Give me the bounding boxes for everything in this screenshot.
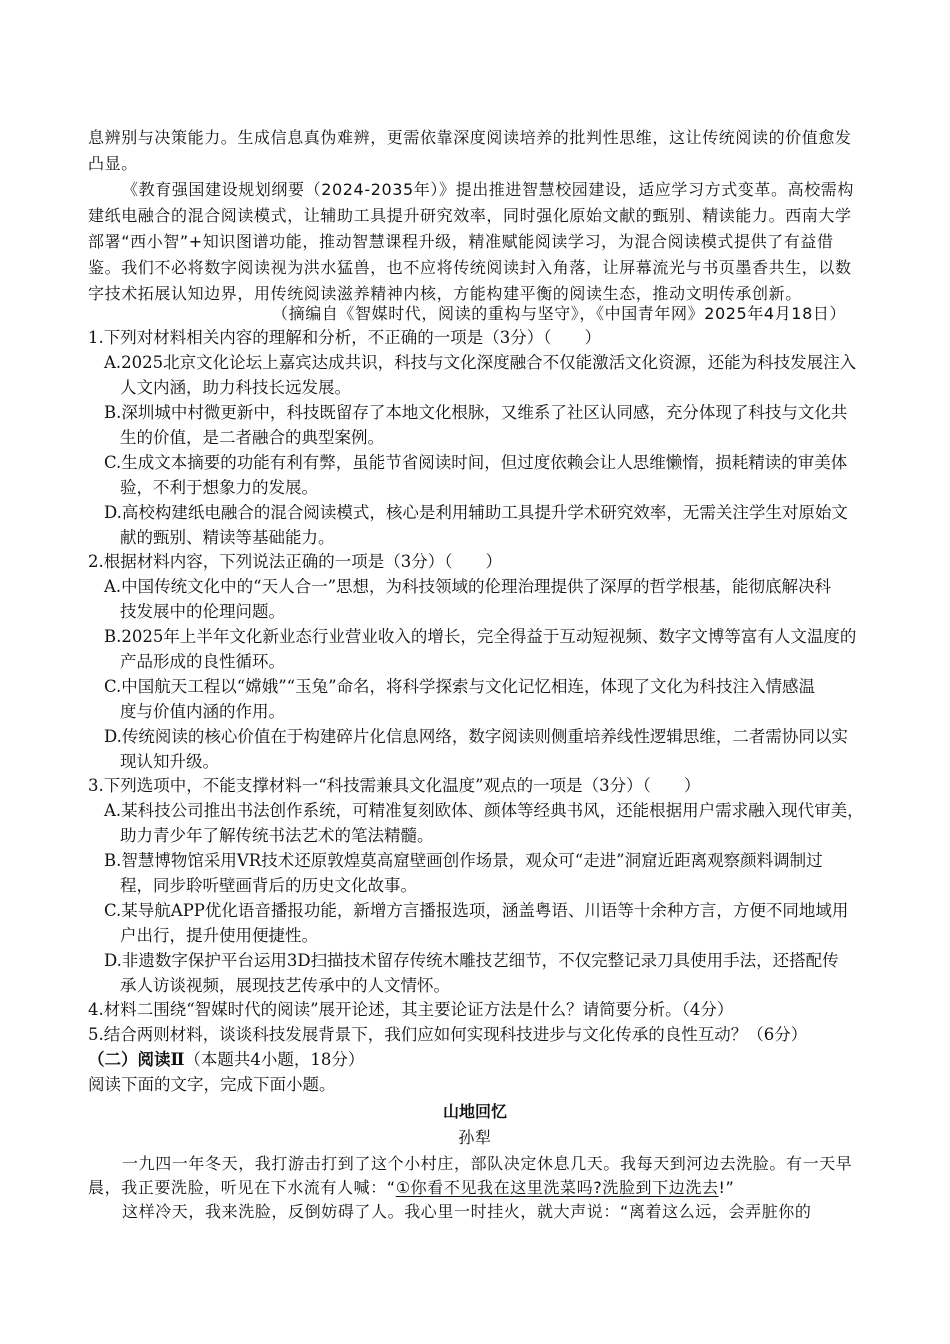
passage-line: 字技术拓展认知边界，用传统阅读滋养精神内核，方能构建平衡的阅读生态，推动文明传承创新。 xyxy=(88,284,802,303)
q2-option-b: B.2025年上半年文化新业态行业营业收入的增长，完全得益于互动短视频、数字文博等富有人文温度的 xyxy=(104,627,857,646)
passage-line: 建纸电融合的混合阅读模式，让辅助工具提升研究效率，同时强化原始文献的甄别、精读能力。西南大学 xyxy=(88,206,852,225)
q1-option-c-cont: 验，不利于想象力的发展。 xyxy=(120,478,318,497)
q1-option-a-cont: 人文内涵，助力科技长远发展。 xyxy=(120,378,351,397)
q1-option-c: C.生成文本摘要的功能有利有弊，虽能节省阅读时间，但过度依赖会让人思维懒惰，损耗精读的审美体 xyxy=(104,453,848,472)
q2-option-c-cont: 度与价值内涵的作用。 xyxy=(120,702,285,721)
q3-option-a: A.某科技公司推出书法创作系统，可精准复刻欧体、颜体等经典书风，还能根据用户需求融入现代审美， xyxy=(104,801,864,820)
q1-option-a: A.2025北京文化论坛上嘉宾达成共识，科技与文化深度融合不仅能激活文化资源，还能为科技发展注入 xyxy=(104,353,857,372)
q1-option-b-cont: 生的价值，是二者融合的典型案例。 xyxy=(120,428,384,447)
q3-option-d-cont: 承人访谈视频，展现技艺传承中的人文情怀。 xyxy=(120,976,450,995)
section-2-heading-bold: （二）阅读Ⅱ xyxy=(88,1050,185,1069)
q2-option-d-cont: 现认知升级。 xyxy=(120,752,219,771)
q1-option-d: D.高校构建纸电融合的混合阅读模式，核心是利用辅助工具提升学术研究效率，无需关注学生对原始文 xyxy=(104,503,848,522)
story-line-post: !” xyxy=(718,1178,735,1197)
story-line-pre: 晨，我正要洗脸，听见在下水流有人喊：“ xyxy=(88,1178,396,1197)
q3-option-a-cont: 助力青少年了解传统书法艺术的笔法精髓。 xyxy=(120,826,434,845)
section-2-heading xyxy=(88,1048,364,1072)
question-5: 5.结合两则材料，谈谈科技发展背景下，我们应如何实现科技进步与文化传承的良性互动？（6分） xyxy=(88,1025,808,1044)
q3-option-d: D.非遗数字保护平台运用3D扫描技术留存传统木雕技艺细节，不仅完整记录刀具使用手法，还搭配传 xyxy=(104,951,839,970)
q3-option-b-cont: 程，同步聆听壁画背后的历史文化故事。 xyxy=(120,876,417,895)
q2-option-d: D.传统阅读的核心价值在于构建碎片化信息网络，数字阅读则侧重培养线性逻辑思维，二者需协同以实 xyxy=(104,727,848,746)
story-line: 这样冷天，我来洗脸，反倒妨碍了人。我心里一时挂火，就大声说：“离着这么远，会弄脏你的 xyxy=(122,1202,812,1221)
q2-option-a-cont: 技发展中的伦理问题。 xyxy=(120,602,285,621)
q2-option-b-cont: 产品形成的良性循环。 xyxy=(120,652,285,671)
question-1-stem: 1.下列对材料相关内容的理解和分析，不正确的一项是（3分）（ ） xyxy=(88,328,601,347)
passage-line: 息辨别与决策能力。生成信息真伪难辨，更需依靠深度阅读培养的批判性思维，这让传统阅读的价值愈发 xyxy=(88,128,852,147)
story-line xyxy=(88,1176,734,1200)
q3-option-c: C.某导航APP优化语音播报功能，新增方言播报选项，涵盖粤语、川语等十余种方言，方便不同地域用 xyxy=(104,901,849,920)
passage-line: 部署“西小智”+知识图谱功能，推动智慧课程升级，精准赋能阅读学习，为混合阅读模式提供了有益借 xyxy=(88,232,834,251)
q3-option-c-cont: 户出行，提升使用便捷性。 xyxy=(120,926,318,945)
q1-option-b: B.深圳城中村微更新中，科技既留存了本地文化根脉，又维系了社区认同感，充分体现了科技与文化共 xyxy=(104,403,848,422)
question-3-stem: 3.下列选项中，不能支撑材料一“科技需兼具文化温度”观点的一项是（3分）（ ） xyxy=(88,776,701,795)
section-2-heading-rest: （本题共4小题，18分） xyxy=(184,1050,365,1069)
passage-source: （摘编自《智媒时代，阅读的重构与坚守》，《中国青年网》2025年4月18日） xyxy=(272,304,847,323)
passage-line: 《教育强国建设规划纲要（2024-2035年）》提出推进智慧校园建设，适应学习方式变革。高校需构 xyxy=(122,180,855,199)
question-4: 4.材料二围绕“智媒时代的阅读”展开论述，其主要论证方法是什么？请简要分析。（4分） xyxy=(88,1000,734,1019)
passage-line: 凸显。 xyxy=(88,154,138,173)
q3-option-b: B.智慧博物馆采用VR技术还原敦煌莫高窟壁画创作场景，观众可“走进”洞窟近距离观察颜料调制过 xyxy=(104,851,823,870)
q2-option-c: C.中国航天工程以“嫦娥”“玉兔”命名，将科学探索与文化记忆相连，体现了文化为科技注入情感温 xyxy=(104,677,816,696)
q2-option-a: A.中国传统文化中的“天人合一”思想，为科技领域的伦理治理提供了深厚的哲学根基，能彻底解决科 xyxy=(104,577,832,596)
story-title: 山地回忆 xyxy=(442,1102,507,1121)
section-2-instruction: 阅读下面的文字，完成下面小题。 xyxy=(88,1075,336,1094)
story-line: 一九四一年冬天，我打游击打到了这个小村庄，部队决定休息几天。我每天到河边去洗脸。有一天早 xyxy=(122,1154,853,1173)
story-marked-sentence: ①你看不见我在这里洗菜吗?洗脸到下边洗去 xyxy=(395,1178,719,1197)
question-2-stem: 2.根据材料内容，下列说法正确的一项是（3分）（ ） xyxy=(88,552,502,571)
story-author: 孙犁 xyxy=(458,1128,492,1147)
q1-option-d-cont: 献的甄别、精读等基础能力。 xyxy=(120,528,335,547)
passage-line: 鉴。我们不必将数字阅读视为洪水猛兽，也不应将传统阅读封入角落，让屏幕流光与书页墨香共生，以数 xyxy=(88,258,852,277)
